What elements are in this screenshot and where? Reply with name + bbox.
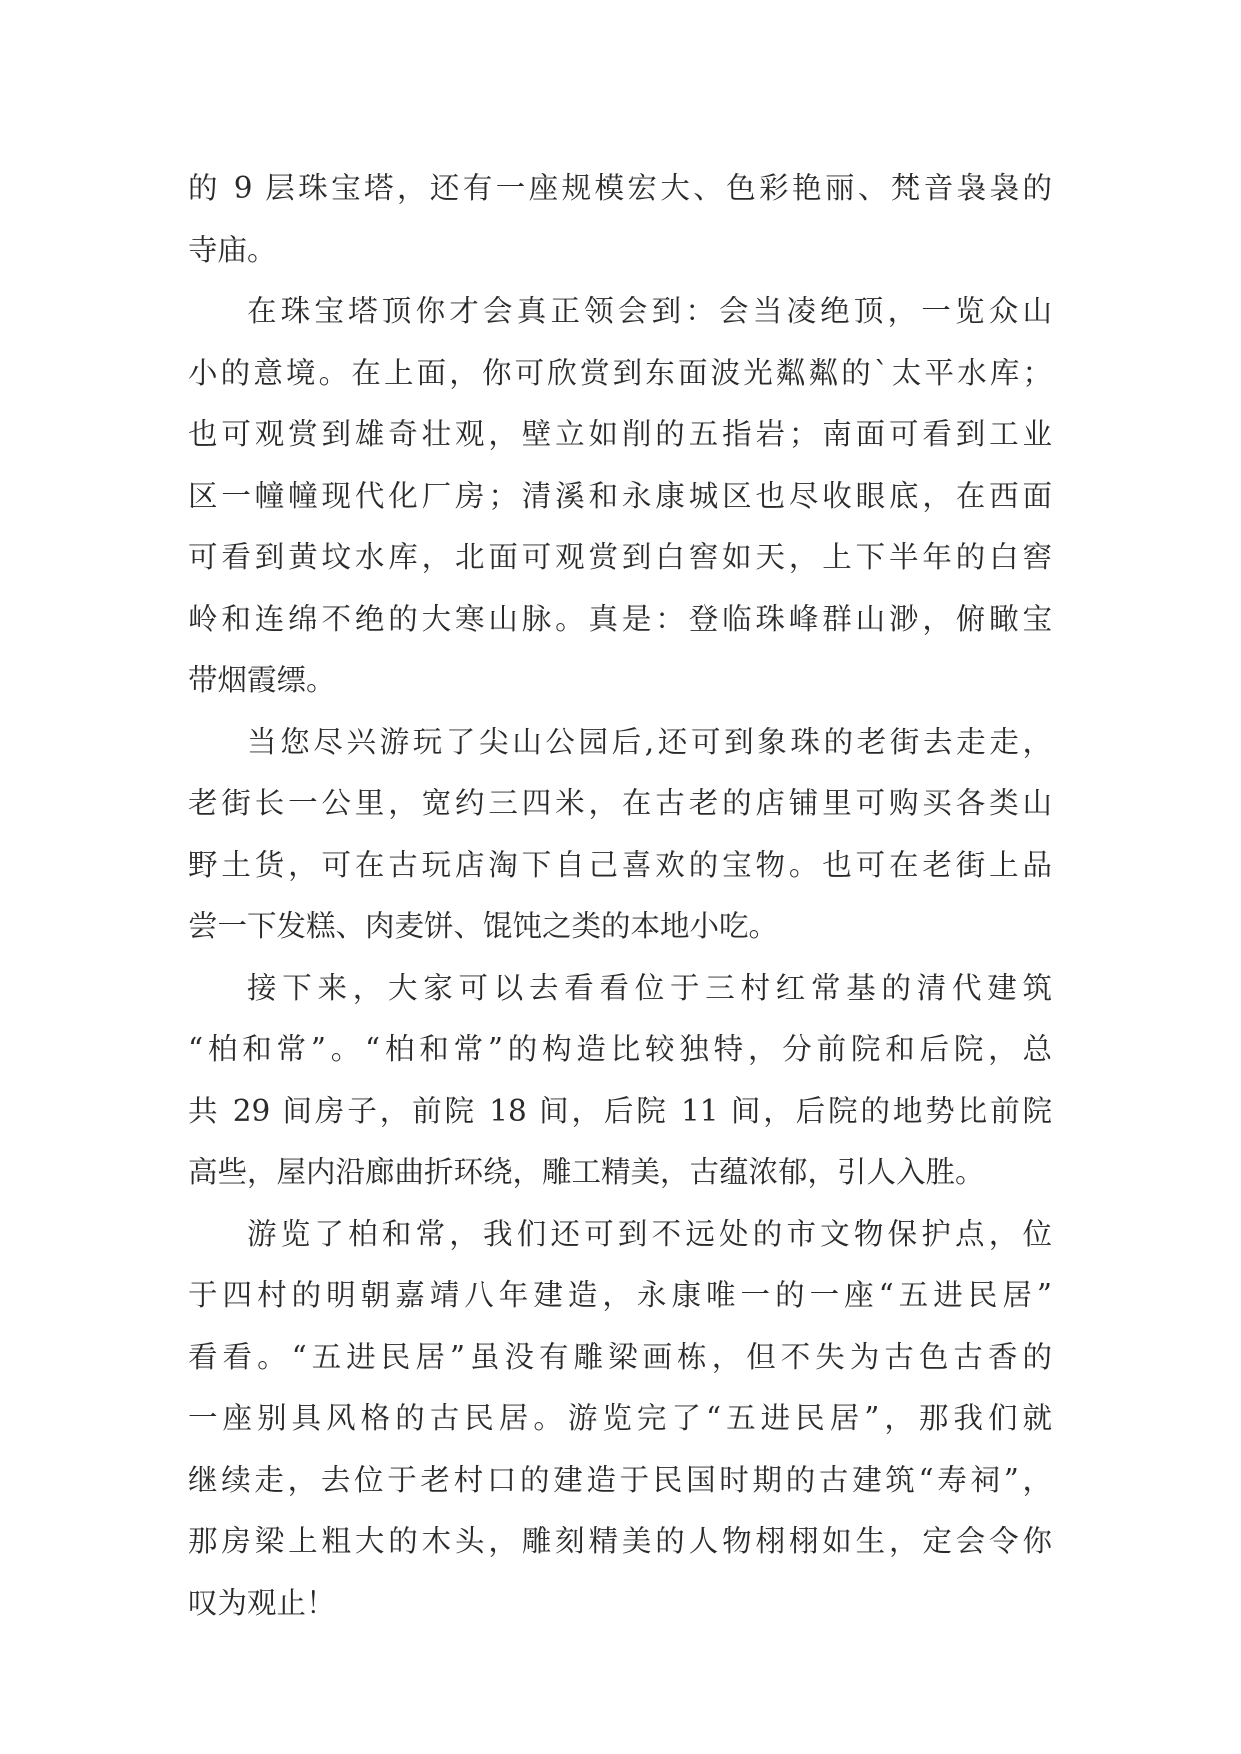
paragraph-first-line: 当您尽兴游玩了尖山公园后,还可到象珠的老街去走走， — [247, 724, 1052, 759]
text-line: 岭和连绵不绝的大寒山脉。真是：登临珠峰群山渺，俯瞰宝 — [188, 601, 1052, 636]
text-line: 区一幢幢现代化厂房；清溪和永康城区也尽收眼底，在西面 — [188, 478, 1052, 513]
text-line: 叹为观止！ — [188, 1585, 336, 1620]
document-body — [188, 158, 1052, 1634]
paragraph-first-line: 游览了柏和常，我们还可到不远处的市文物保护点，位 — [247, 1216, 1052, 1251]
text-line: 共 29 间房子，前院 18 间，后院 11 间，后院的地势比前院 — [188, 1093, 1052, 1128]
text-line: 的 9 层珠宝塔，还有一座规模宏大、色彩艳丽、梵音袅袅的 — [188, 171, 1052, 205]
text-line: 那房梁上粗大的木头，雕刻精美的人物栩栩如生，定会令你 — [188, 1524, 1052, 1558]
text-line: “柏和常”。“柏和常”的构造比较独特，分前院和后院，总 — [188, 1032, 1052, 1066]
text-line: 小的意境。在上面，你可欣赏到东面波光粼粼的`太平水库； — [188, 355, 1052, 390]
text-line: 寺庙。 — [188, 232, 277, 267]
text-line: 一座别具风格的古民居。游览完了“五进民居”，那我们就 — [188, 1401, 1052, 1435]
paragraph-first-line: 接下来，大家可以去看看位于三村红常基的清代建筑 — [247, 970, 1052, 1005]
text-line: 也可观赏到雄奇壮观，壁立如削的五指岩；南面可看到工业 — [188, 417, 1052, 451]
paragraph-first-line: 在珠宝塔顶你才会真正领会到：会当凌绝顶，一览众山 — [247, 294, 1052, 328]
text-line: 高些，屋内沿廊曲折环绕，雕工精美，古蕴浓郁，引人入胜。 — [188, 1155, 985, 1189]
text-line: 看看。“五进民居”虽没有雕梁画栋，但不失为古色古香的 — [188, 1339, 1052, 1374]
text-line: 继续走，去位于老村口的建造于民国时期的古建筑“寿祠”， — [188, 1462, 1052, 1497]
text-line: 老街长一公里，宽约三四米，在古老的店铺里可购买各类山 — [188, 786, 1052, 820]
text-line: 尝一下发糕、肉麦饼、馄饨之类的本地小吃。 — [188, 909, 779, 943]
text-line: 可看到黄坟水库，北面可观赏到白窖如天，上下半年的白窖 — [188, 540, 1052, 574]
text-line: 带烟霞缥。 — [188, 663, 336, 697]
text-line: 于四村的明朝嘉靖八年建造，永康唯一的一座“五进民居” — [188, 1278, 1052, 1312]
text-line: 野土货，可在古玩店淘下自己喜欢的宝物。也可在老街上品 — [188, 847, 1052, 882]
